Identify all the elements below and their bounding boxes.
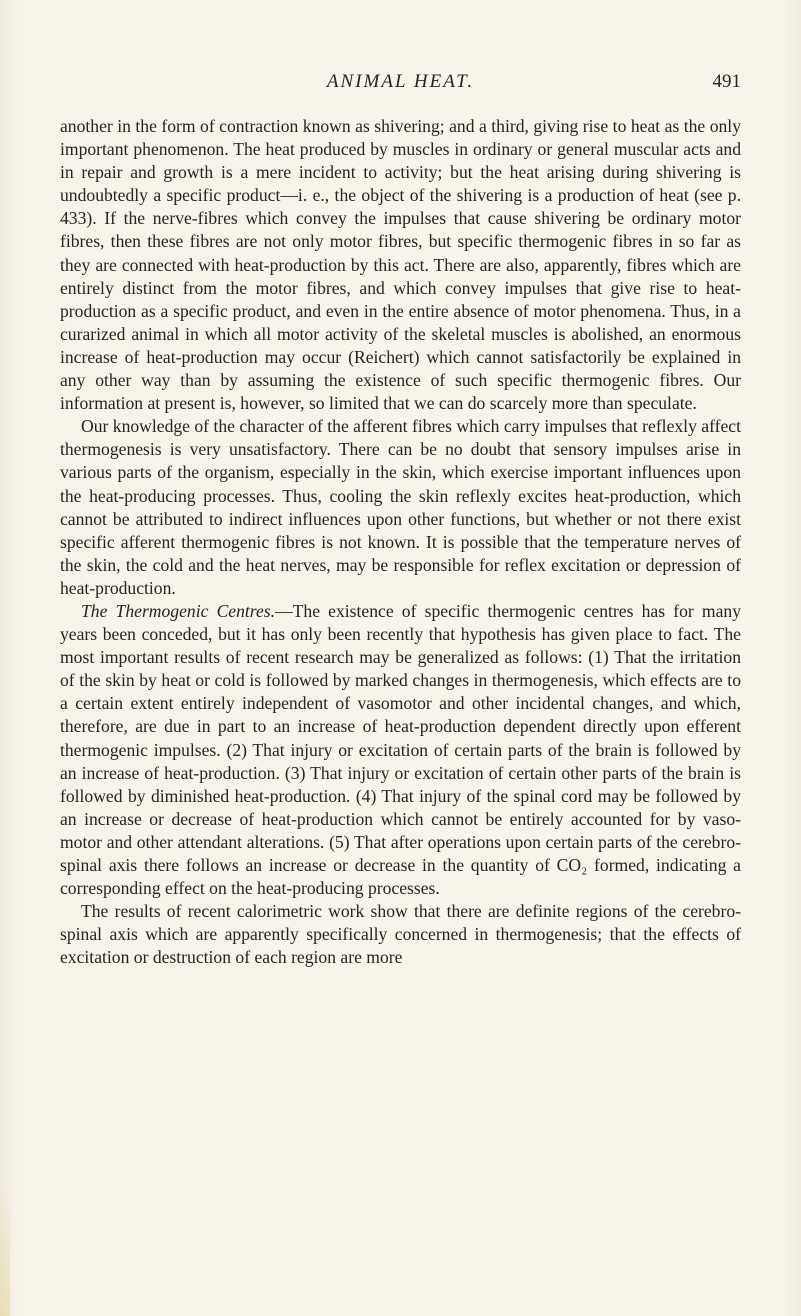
paragraph-3	[60, 600, 741, 900]
page-header	[60, 71, 741, 101]
paragraph-3-text: —The existence of specific thermogenic centres has for many years been conceded, but it has only been recently that hypothesis has given place to fact. The most important results of recent research may be generalized as follows: (1) That the irritation of the skin by heat or cold is followed by marked changes in thermogenesis, which effects are to a certain extent entirely independent of vasomotor and other incidental changes, and which, therefore, are due in part to an increase of heat-production dependent directly upon efferent thermogenic impulses. (2) That injury or excitation of certain parts of the brain is followed by an increase of heat-production. (3) That injury or excitation of certain other parts of the brain is followed by diminished heat-production. (4) That injury of the spinal cord may be followed by an increase or decrease of heat-production which cannot be entirely accounted for by vaso-motor and other attendant alterations. (5) That after operations upon certain parts of the cerebro-spinal axis there follows an increase or decrease in the quantity of CO₂ formed, indicating a corresponding effect on the heat-producing processes.	[60, 600, 741, 899]
running-title: ANIMAL HEAT.	[326, 71, 475, 92]
section-heading: The Thermogenic Centres.	[81, 600, 276, 621]
paragraph-2: Our knowledge of the character of the afferent fibres which carry impulses that reflexly affect thermogenesis is very unsatisfactory. There can be no doubt that sensory impulses arise in various parts of the organism, especially in the skin, which exercise important influences upon the heat-producing processes. Thus, cooling the skin reflexly excites heat-production, which cannot be attributed to indirect influences upon other functions, but whether or not there exist specific afferent thermogenic fibres is not known. It is possible that the temperature nerves of the skin, the cold and the heat nerves, may be responsible for reflex excitation or depression of heat-production.	[60, 416, 741, 598]
page-edge-stain	[0, 1190, 10, 1316]
body-text	[60, 115, 741, 969]
paragraph-1: another in the form of contraction known as shivering; and a third, giving rise to heat as the only important phenomenon. The heat produced by muscles in ordinary or general muscular acts and in repair and growth is a mere incident to activity; but the heat arising during shivering is undoubtedly a specific product—i. e., the object of the shivering is a production of heat (see p. 433). If the nerve-fibres which convey the impulses that cause shivering be ordinary motor fibres, then these fibres are not only motor fibres, but specific thermogenic fibres in so far as they are connected with heat-production by this act. There are also, apparently, fibres which are entirely distinct from the motor fibres, and which convey impulses that give rise to heat-production as a specific product, and even in the entire absence of motor phenomena. Thus, in a curarized animal in which all motor activity of the skeletal muscles is abolished, an enormous increase of heat-production may occur (Reichert) which cannot satisfactorily be explained in any other way than by assuming the existence of such specific thermogenic fibres. Our information at present is, however, so limited that we can do scarcely more than speculate.	[60, 116, 741, 414]
page-number: 491	[712, 71, 741, 92]
paragraph-4: The results of recent calorimetric work show that there are definite regions of the cerebro-spinal axis which are apparently specifically concerned in thermogenesis; that the effects of excitation or destruction of each region are more	[60, 901, 741, 968]
